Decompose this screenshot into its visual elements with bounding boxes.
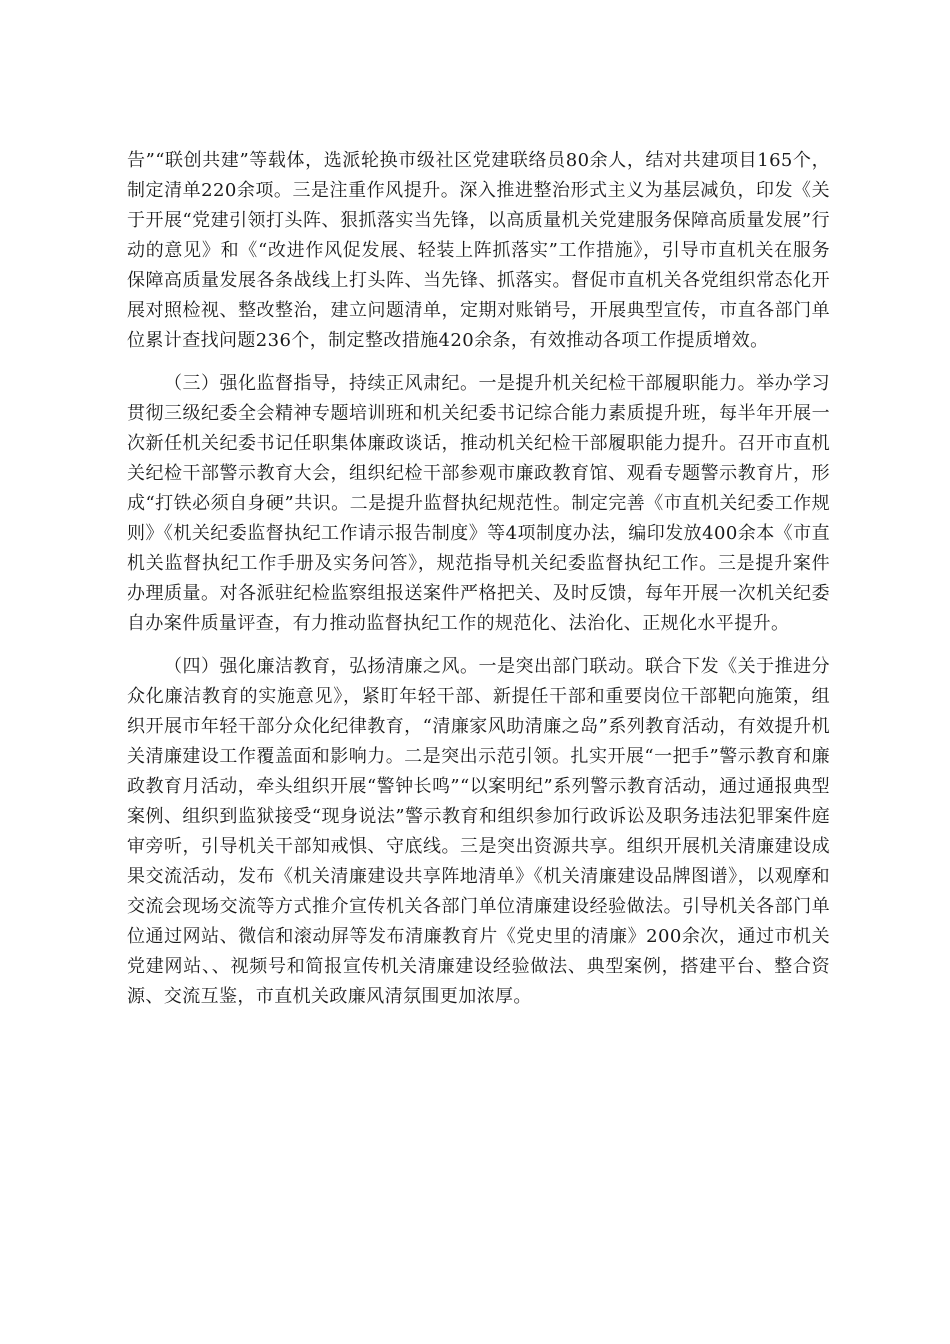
document-body bbox=[127, 146, 830, 1012]
paragraph-continuation: 告”“联创共建”等载体，选派轮换市级社区党建联络员80余人，结对共建项目165个，制定清单220余项。三是注重作风提升。深入推进整治形式主义为基层减负，印发《关于开展“党建引领打头阵、狠抓落实当先锋，以高质量机关党建服务保障高质量发展”行动的意见》和《“改进作风促发展、轻装上阵抓落实”工作措施》，引导市直机关在服务保障高质量发展各条战线上打头阵、当先锋、抓落实。督促市直机关各党组织常态化开展对照检视、整改整治，建立问题清单，定期对账销号，开展典型宣传，市直各部门单位累计查找问题236个，制定整改措施420余条，有效推动各项工作提质增效。 bbox=[127, 150, 830, 351]
paragraph-section-3: （三）强化监督指导，持续正风肃纪。一是提升机关纪检干部履职能力。举办学习贯彻三级纪委全会精神专题培训班和机关纪委书记综合能力素质提升班，每半年开展一次新任机关纪委书记任职集体廉政谈话，推动机关纪检干部履职能力提升。召开市直机关纪检干部警示教育大会，组织纪检干部参观市廉政教育馆、观看专题警示教育片，形成“打铁必须自身硬”共识。二是提升监督执纪规范性。制定完善《市直机关纪委工作规则》《机关纪委监督执纪工作请示报告制度》等4项制度办法，编印发放400余本《市直机关监督执纪工作手册及实务问答》，规范指导机关纪委监督执纪工作。三是提升案件办理质量。对各派驻纪检监察组报送案件严格把关、及时反馈，每年开展一次机关纪委自办案件质量评查，有力推动监督执纪工作的规范化、法治化、正规化水平提升。 bbox=[127, 373, 830, 634]
paragraph-section-4: （四）强化廉洁教育，弘扬清廉之风。一是突出部门联动。联合下发《关于推进分众化廉洁教育的实施意见》，紧盯年轻干部、新提任干部和重要岗位干部靶向施策，组织开展市年轻干部分众化纪律教育，“清廉家风助清廉之岛”系列教育活动，有效提升机关清廉建设工作覆盖面和影响力。二是突出示范引领。扎实开展“一把手”警示教育和廉政教育月活动，牵头组织开展“警钟长鸣”“以案明纪”系列警示教育活动，通过通报典型案例、组织到监狱接受“现身说法”警示教育和组织参加行政诉讼及职务违法犯罪案件庭审旁听，引导机关干部知戒惧、守底线。三是突出资源共享。组织开展机关清廉建设成果交流活动，发布《机关清廉建设共享阵地清单》《机关清廉建设品牌图谱》，以观摩和交流会现场交流等方式推介宣传机关各部门单位清廉建设经验做法。引导机关各部门单位通过网站、微信和滚动屏等发布清廉教育片《党史里的清廉》200余次，通过市机关党建网站、、视频号和简报宣传机关清廉建设经验做法、典型案例，搭建平台、整合资源、交流互鉴，市直机关政廉风清氛围更加浓厚。 bbox=[127, 656, 831, 1007]
